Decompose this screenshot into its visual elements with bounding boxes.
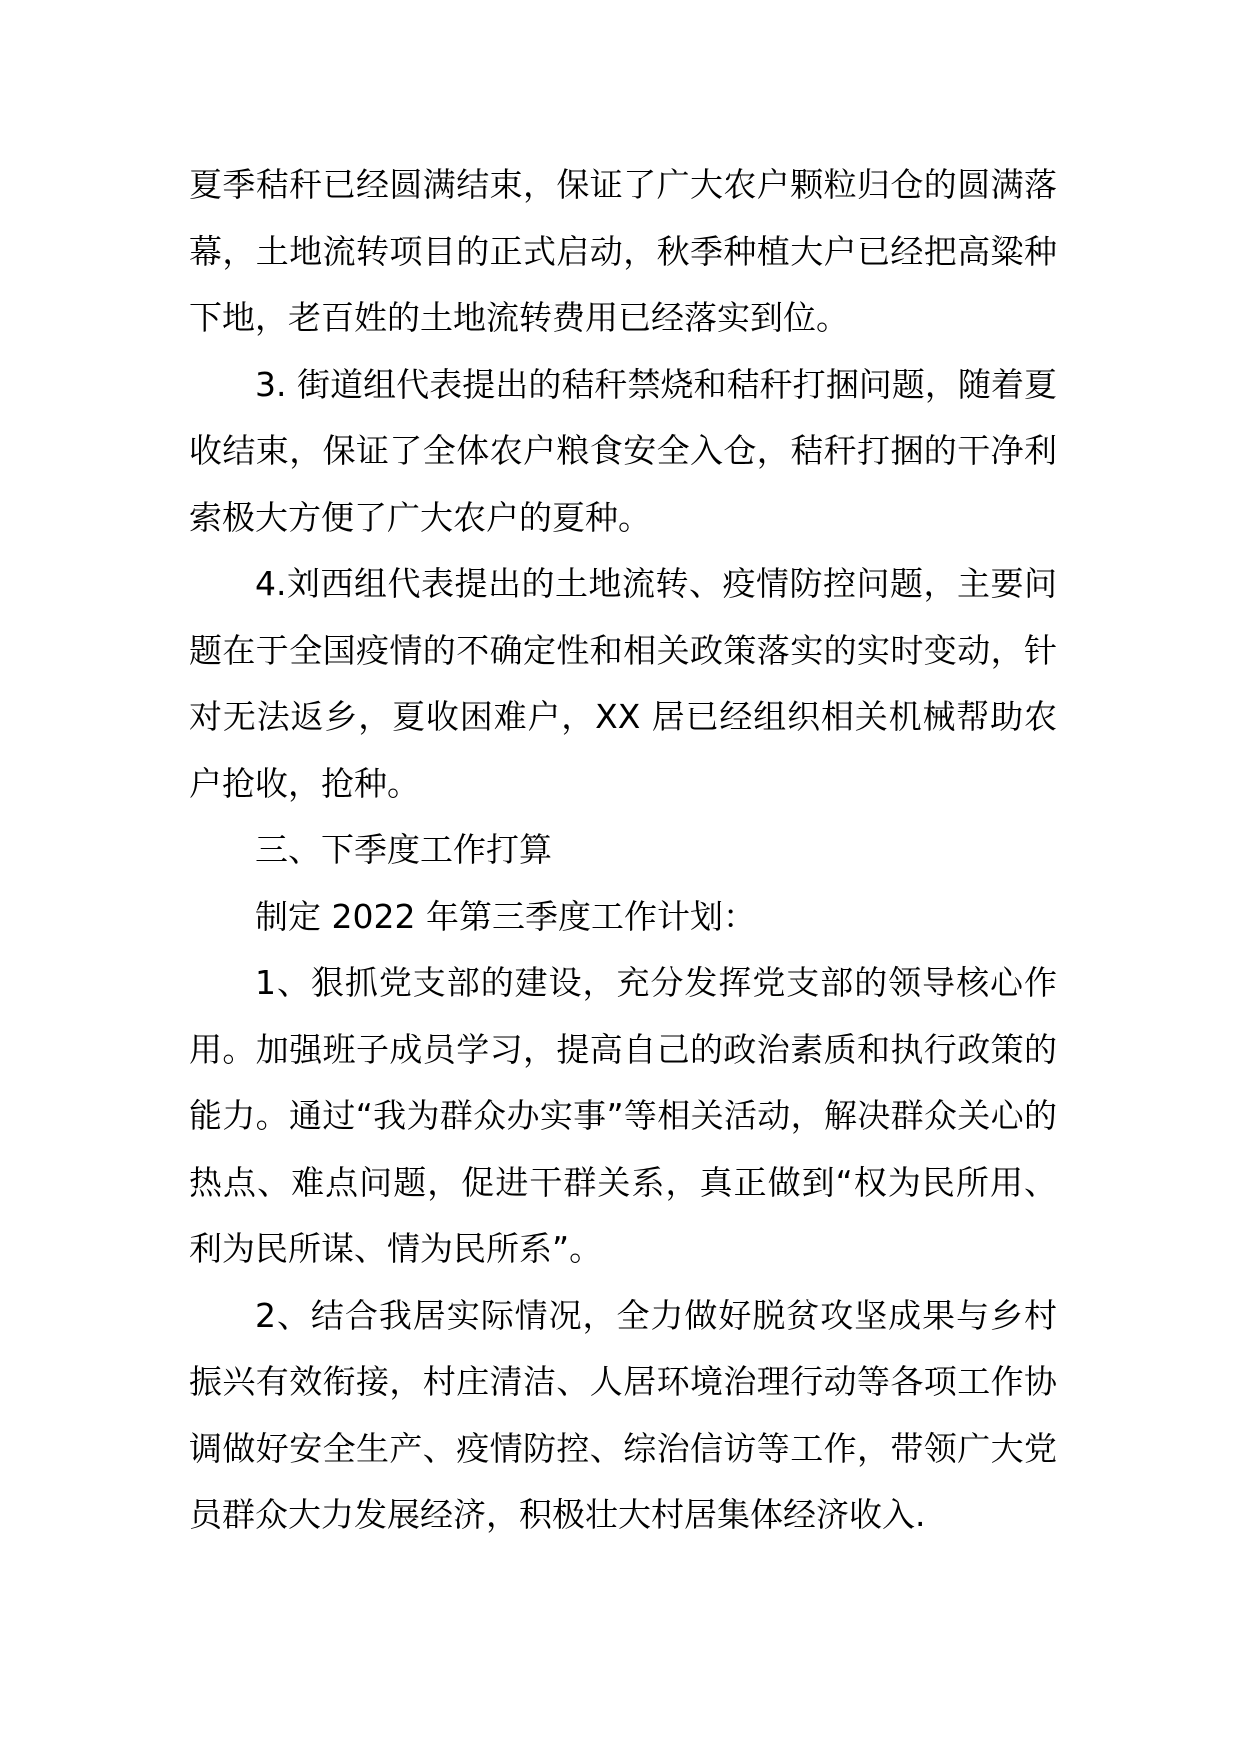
paragraph-plan-item-1: 1、狠抓党支部的建设，充分发挥党支部的领导核心作用。加强班子成员学习，提高自己的政治素质和执行政策的能力。通过“我为群众办实事”等相关活动，解决群众关心的热点、难点问题，促进干群关系，真正做到“权为民所用、利为民所谋、情为民所系”。 — [189, 963, 1057, 1268]
paragraph-plan-item-2: 2、结合我居实际情况，全力做好脱贫攻坚成果与乡村振兴有效衔接，村庄清洁、人居环境治理行动等各项工作协调做好安全生产、疫情防控、综治信访等工作，带领广大党员群众大力发展经济，积极壮大村居集体经济收入. — [189, 1295, 1057, 1534]
document-body — [189, 152, 1057, 1549]
paragraph-straw-summary: 夏季秸秆已经圆满结束，保证了广大农户颗粒归仓的圆满落幕，土地流转项目的正式启动，秋季种植大户已经把高粱种下地，老百姓的土地流转费用已经落实到位。 — [189, 165, 1057, 337]
paragraph-item-3: 3. 街道组代表提出的秸秆禁烧和秸秆打捆问题，随着夏收结束，保证了全体农户粮食安全入仓，秸秆打捆的干净利索极大方便了广大农户的夏种。 — [189, 364, 1057, 537]
section-heading-next-quarter: 三、下季度工作打算 — [255, 830, 552, 869]
paragraph-plan-intro: 制定 2022 年第三季度工作计划： — [255, 896, 756, 936]
paragraph-item-4: 4.刘西组代表提出的土地流转、疫情防控问题，主要问题在于全国疫情的不确定性和相关政策落实的实时变动，针对无法返乡，夏收困难户，XX 居已经组织相关机械帮助农户抢收，抢种。 — [189, 564, 1057, 803]
